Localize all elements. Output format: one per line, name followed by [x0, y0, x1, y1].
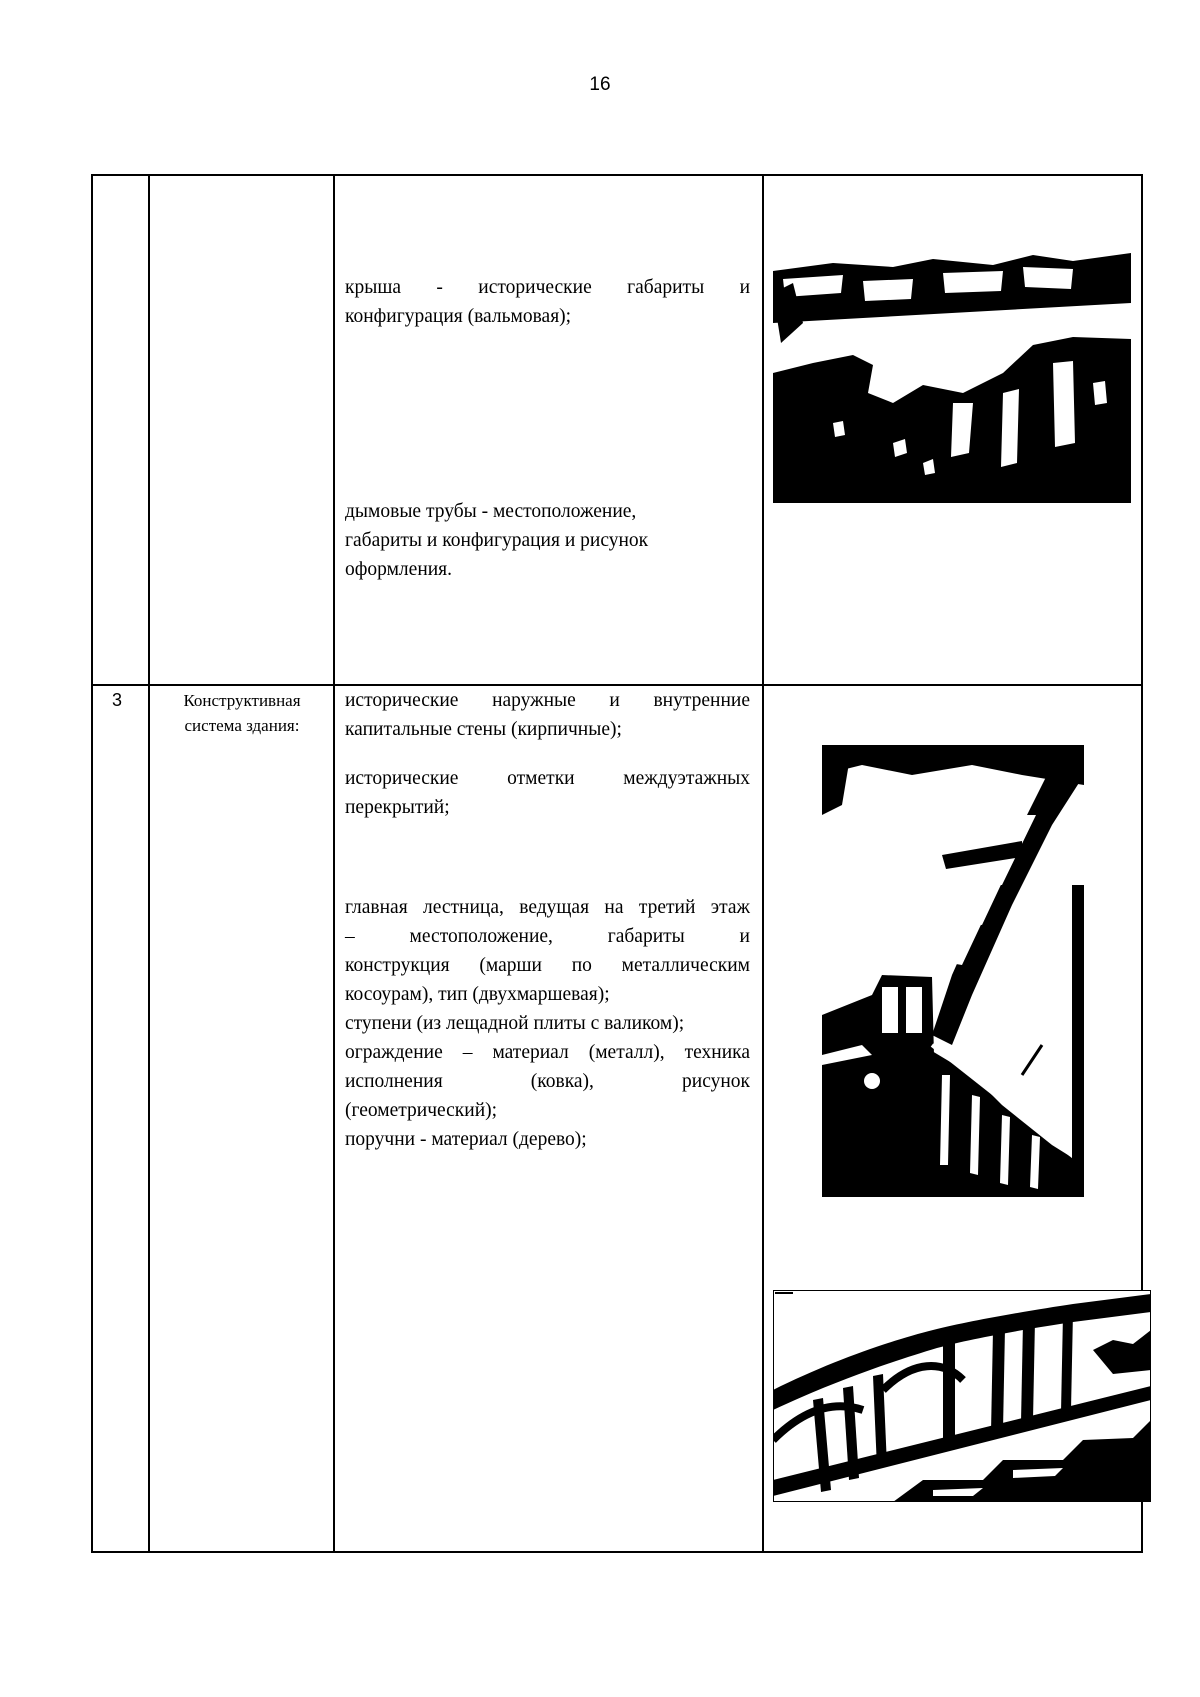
stairs-line-1: главная лестница, ведущая на третий этаж — [345, 897, 750, 918]
column-divider-3 — [762, 174, 764, 1553]
row-number: 3 — [112, 690, 123, 710]
railing-photo — [773, 1290, 1151, 1502]
table-border-top — [91, 174, 1142, 176]
column-divider-2 — [333, 174, 335, 1553]
staircase-photo — [822, 745, 1084, 1197]
roof-line-1: крыша - исторические габариты и — [345, 277, 750, 298]
column-divider-1 — [148, 174, 150, 1553]
stairs-line-7: исполнения (ковка), рисунок — [345, 1071, 750, 1092]
stairs-line-4: косоурам), тип (двухмаршевая); — [345, 984, 610, 1005]
row-element-line-2: система здания: — [184, 716, 300, 735]
table-border-left — [91, 174, 93, 1553]
chimneys-line-3: оформления. — [345, 559, 453, 580]
roof-line-2: конфигурация (вальмовая); — [345, 306, 572, 327]
row-element-line-1: Конструктивная — [183, 691, 301, 710]
stairs-line-5: ступени (из лещадной плиты с валиком); — [345, 1013, 685, 1034]
table-border-bottom — [91, 1551, 1142, 1553]
stairs-line-2: – местоположение, габариты и — [345, 926, 750, 947]
chimneys-line-2: габариты и конфигурация и рисунок — [345, 530, 649, 551]
floors-line-2: перекрытий; — [345, 797, 450, 818]
walls-line-1: исторические наружные и внутренние — [345, 690, 750, 711]
chimneys-line-1: дымовые трубы - местоположение, — [345, 501, 637, 522]
roof-photo — [773, 253, 1131, 503]
stairs-line-6: ограждение – материал (металл), техника — [345, 1042, 750, 1063]
walls-line-2: капитальные стены (кирпичные); — [345, 719, 622, 740]
page-number: 16 — [589, 74, 611, 95]
floors-line-1: исторические отметки междуэтажных — [345, 768, 750, 789]
stairs-line-9: поручни - материал (дерево); — [345, 1129, 587, 1150]
stairs-line-8: (геометрический); — [345, 1100, 498, 1121]
photo-caption-dash — [775, 1292, 793, 1294]
stairs-line-3: конструкция (марши по металлическим — [345, 955, 750, 976]
